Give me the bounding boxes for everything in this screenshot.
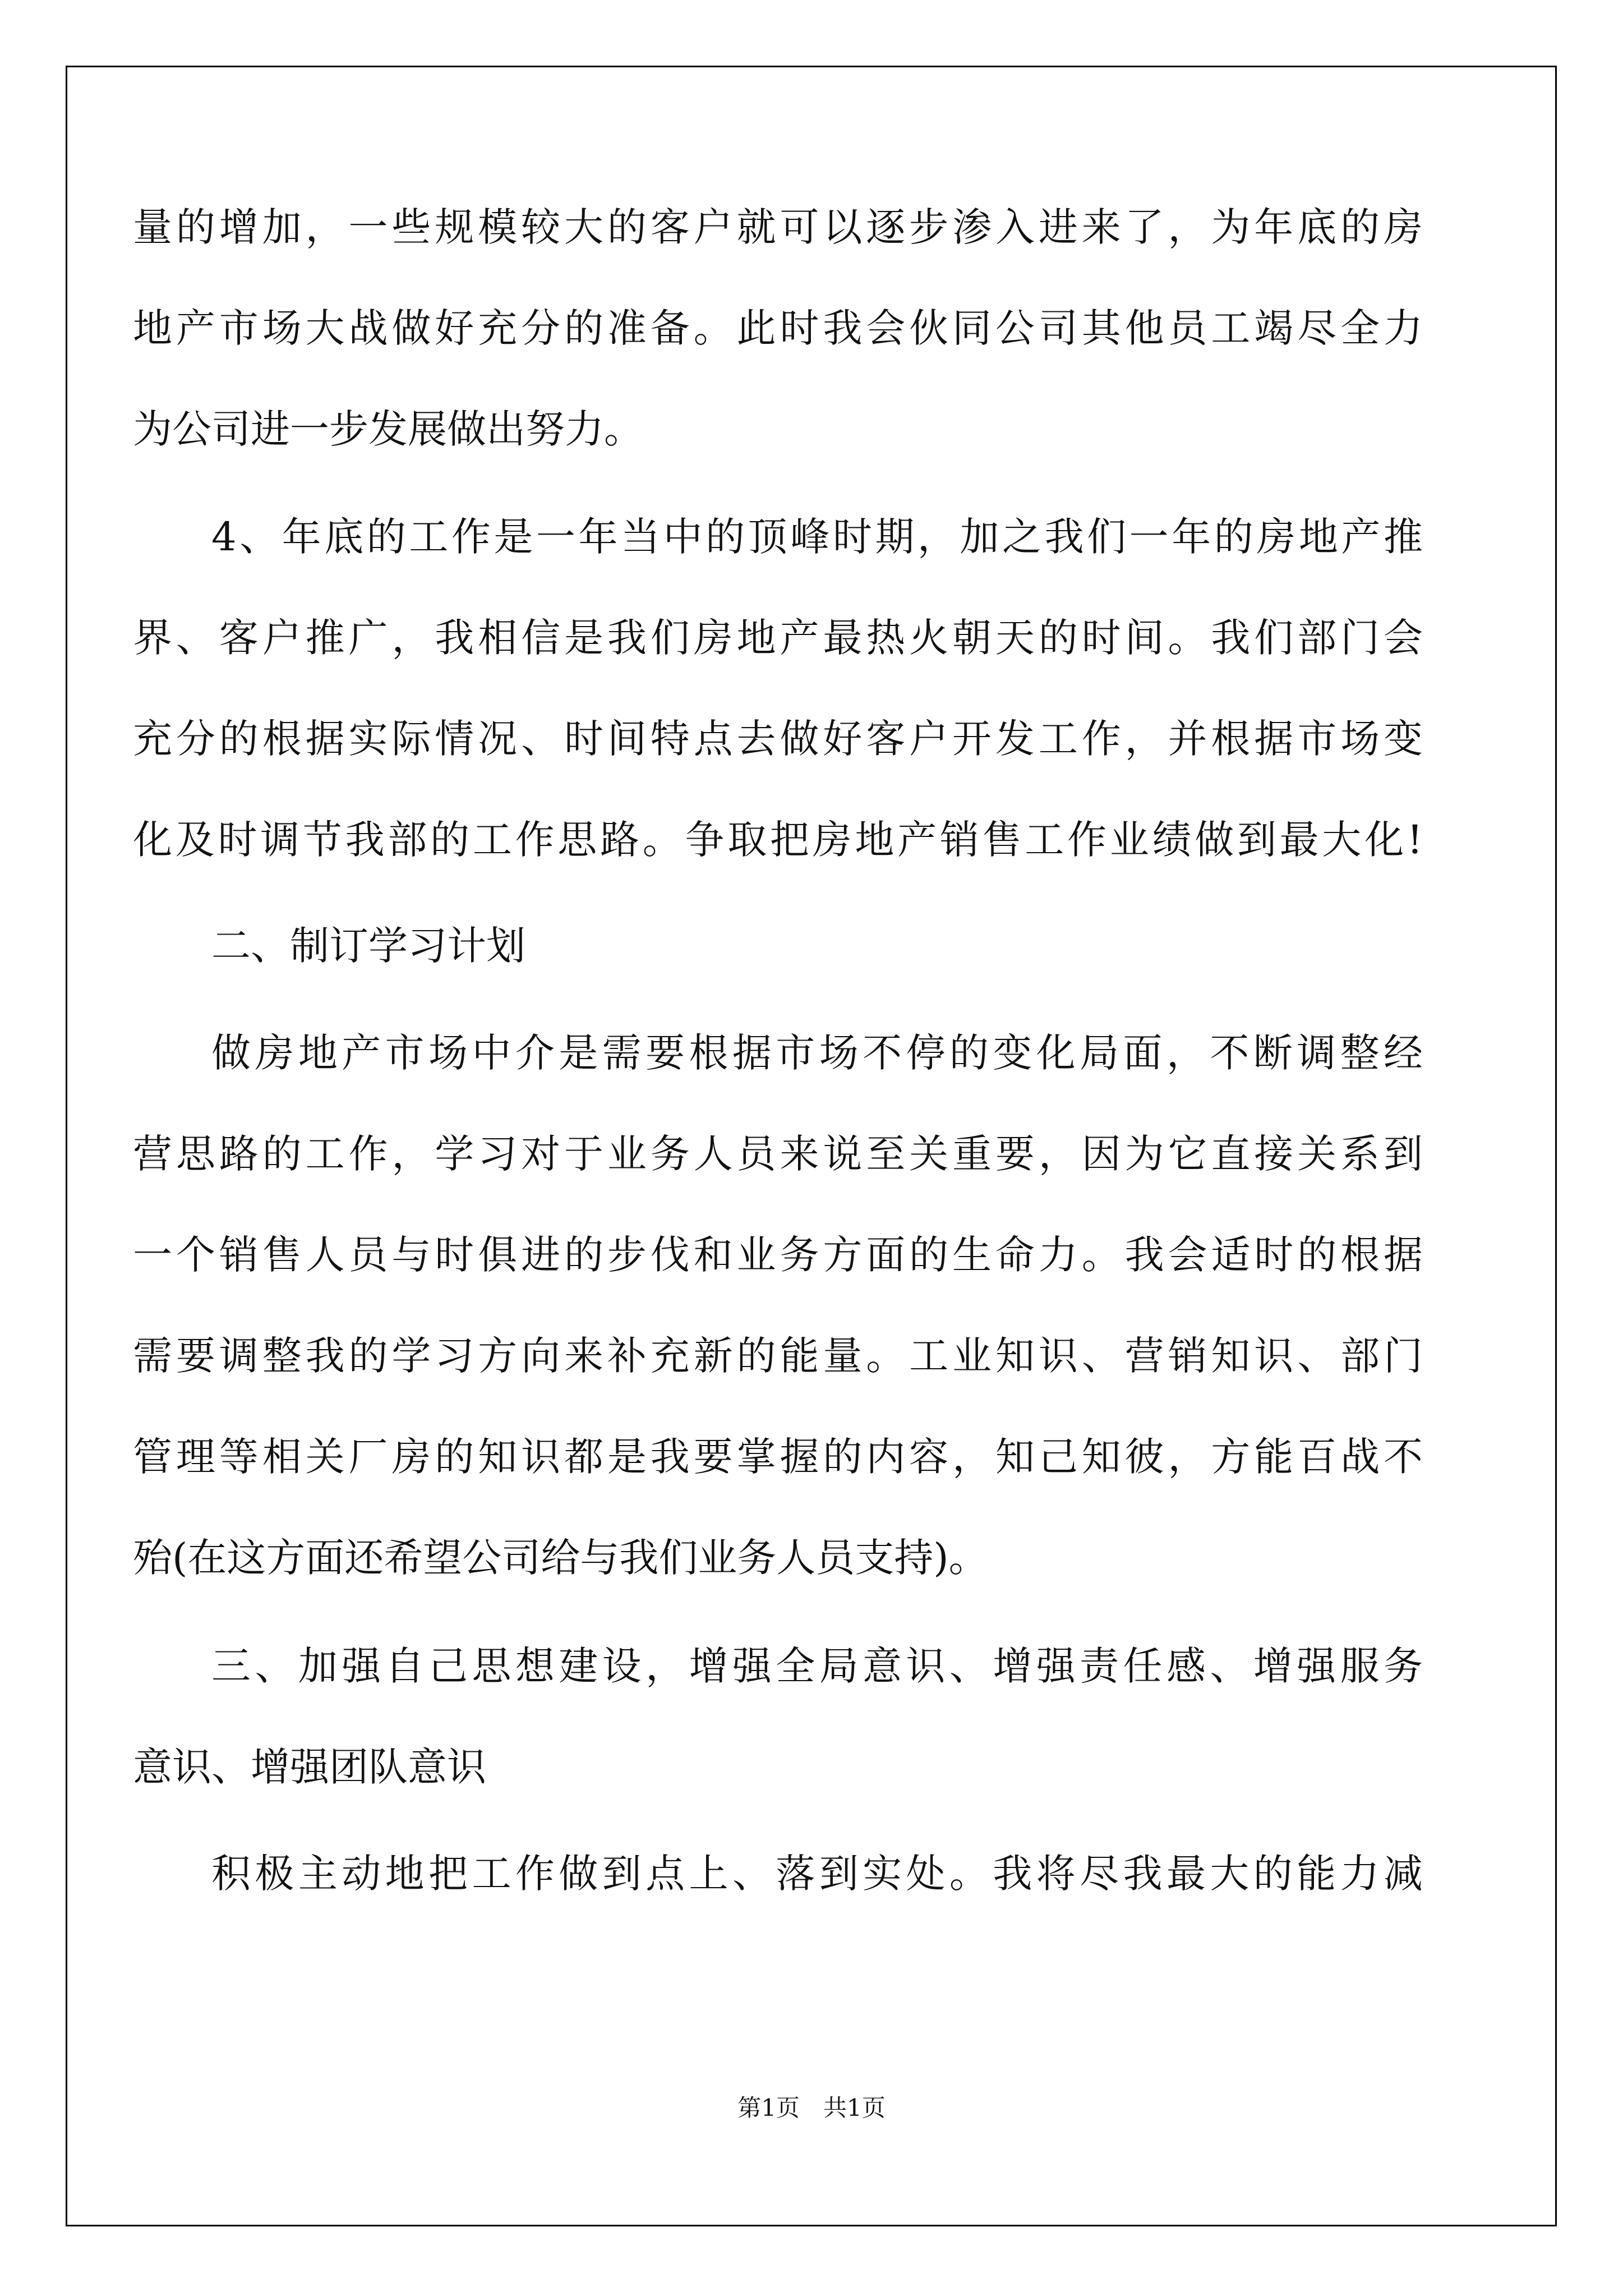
text-line: 管理等相关厂房的知识都是我要掌握的内容，知己知彼，方能百战不	[133, 1434, 1423, 1480]
text-line: 地产市场大战做好充分的准备。此时我会伙同公司其他员工竭尽全力	[133, 305, 1423, 351]
section-heading: 三、加强自己思想建设，增强全局意识、增强责任感、增强服务	[211, 1643, 1423, 1689]
text-line: 积极主动地把工作做到点上、落到实处。我将尽我最大的能力减	[211, 1851, 1423, 1897]
page-number: 第1页 共1页	[737, 2094, 886, 2122]
text-line: 化及时调节我部的工作思路。争取把房地产销售工作业绩做到最大化!	[133, 817, 1423, 863]
text-line: 一个销售人员与时俱进的步伐和业务方面的生命力。我会适时的根据	[133, 1232, 1423, 1278]
section-heading: 二、制订学习计划	[211, 923, 525, 969]
text-line: 量的增加，一些规模较大的客户就可以逐步渗入进来了，为年底的房	[133, 204, 1423, 250]
section-heading: 意识、增强团队意识	[133, 1744, 486, 1790]
text-line: 营思路的工作，学习对于业务人员来说至关重要，因为它直接关系到	[133, 1131, 1423, 1177]
text-line: 4、年底的工作是一年当中的顶峰时期，加之我们一年的房地产推	[211, 514, 1423, 560]
text-line: 充分的根据实际情况、时间特点去做好客户开发工作，并根据市场变	[133, 716, 1423, 762]
text-line: 殆(在这方面还希望公司给与我们业务人员支持)。	[133, 1535, 988, 1581]
text-line: 做房地产市场中介是需要根据市场不停的变化局面，不断调整经	[211, 1030, 1423, 1076]
text-line: 需要调整我的学习方向来补充新的能量。工业知识、营销知识、部门	[133, 1333, 1423, 1379]
text-line: 界、客户推广，我相信是我们房地产最热火朝天的时间。我们部门会	[133, 615, 1423, 661]
text-line: 为公司进一步发展做出努力。	[133, 406, 643, 452]
